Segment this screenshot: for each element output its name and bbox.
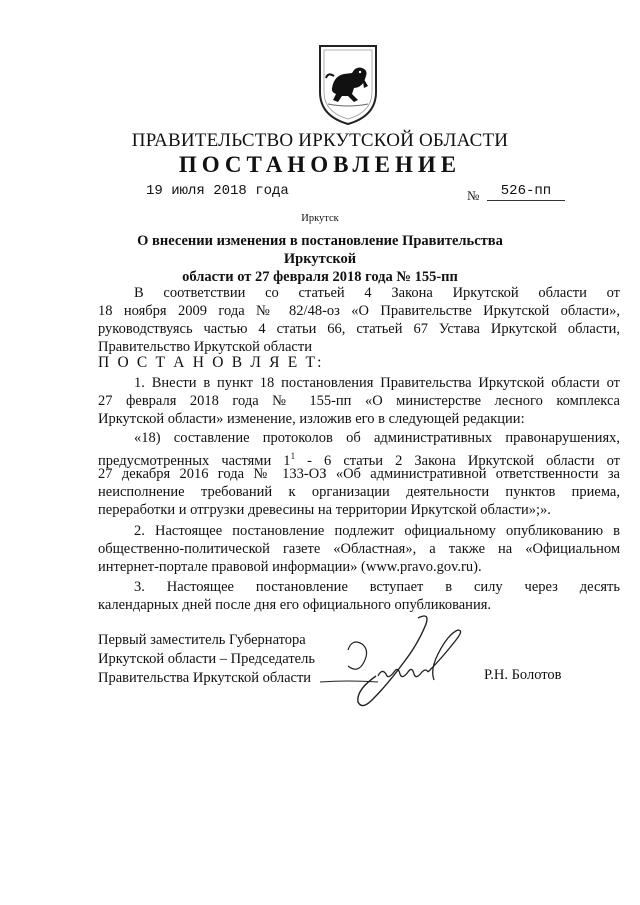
document-date: 19 июля 2018 года — [146, 183, 289, 199]
preamble-line: руководствуясь частью 4 статьи 66, статьей 67 Устава Иркутской области, — [98, 321, 620, 337]
quote-part: предусмотренных частями 1 — [98, 452, 291, 469]
preamble-line: В соответствии со статьей 4 Закона Иркутской области от — [134, 285, 620, 301]
quote-line: «18) составление протоколов об административных правонарушениях, — [134, 430, 620, 446]
decree-word: П О С Т А Н О В Л Я Е Т: — [98, 354, 324, 371]
quote-line: неисполнение требований к организации деятельности пунктов приема, — [98, 484, 620, 500]
title-line: области от 27 февраля 2018 года № 155-пп — [182, 269, 458, 285]
item1-line: 27 февраля 2018 года № 155-пп «О министерстве лесного комплекса — [98, 393, 620, 409]
coat-of-arms-icon — [298, 42, 398, 126]
item3-line: 3. Настоящее постановление вступает в силу через десять — [134, 579, 620, 595]
government-name: ПРАВИТЕЛЬСТВО ИРКУТСКОЙ ОБЛАСТИ — [131, 130, 509, 151]
item3-line: календарных дней после дня его официального опубликования. — [98, 597, 492, 613]
item1-line: Иркутской области» изменение, изложив его в следующей редакции: — [98, 411, 525, 427]
title-line: О внесении изменения в постановление Правительства Иркутской — [137, 233, 503, 267]
quote-part: - 6 статьи 2 Закона Иркутской области от — [295, 452, 620, 469]
signatory-position: Первый заместитель Губернатора — [98, 632, 306, 648]
document-title — [110, 232, 530, 286]
quote-line: 27 декабря 2016 года № 133-ОЗ «Об административной ответственности за — [98, 466, 620, 482]
item1-line: 1. Внести в пункт 18 постановления Правительства Иркутской области от — [134, 375, 620, 391]
item2-line: общественно-политической газете «Областная», а также на «Официальном — [98, 541, 620, 557]
item2-line: интернет-портале правовой информации» (www.pravo.gov.ru). — [98, 559, 482, 575]
quote-line: переработки и отгрузки древесины на территории Иркутской области»;». — [98, 502, 551, 518]
number-sign: № — [467, 188, 480, 203]
document-type: ПОСТАНОВЛЕНИЕ — [178, 152, 462, 177]
preamble-line: 18 ноября 2009 года № 82/48-оз «О Правительстве Иркутской области», — [98, 303, 620, 319]
item2-line: 2. Настоящее постановление подлежит официальному опубликованию в — [134, 523, 620, 539]
preamble-line: Правительство Иркутской области — [98, 339, 312, 355]
handwritten-signature-icon — [318, 610, 478, 716]
signatory-name: Р.Н. Болотов — [484, 667, 562, 683]
superscript: 1 — [290, 451, 296, 461]
signatory-position: Правительства Иркутской области — [98, 670, 312, 686]
signatory-position: Иркутской области – Председатель — [98, 651, 315, 667]
document-number: 526-пп — [487, 183, 565, 201]
city-name: Иркутск — [301, 213, 339, 224]
